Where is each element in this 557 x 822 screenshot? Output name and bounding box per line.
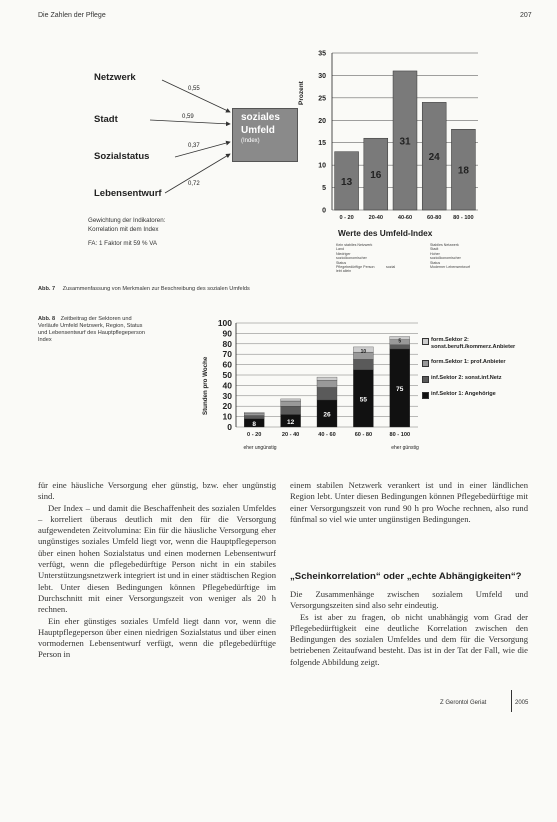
- chart2-ytick-6: 60: [222, 359, 232, 370]
- chart1-data-label-0: 13: [341, 176, 353, 188]
- chart1-legend-right: [430, 243, 470, 269]
- chart2-legend-swatch: [422, 376, 429, 383]
- legend-right-3: Moderner Lebensentwurf: [430, 265, 470, 270]
- chart1-data-label-2: 31: [399, 136, 411, 148]
- chart2-legend-swatch: [422, 338, 429, 345]
- note-line-3: FA: 1 Faktor mit 59 % VA: [88, 240, 158, 247]
- chart2-bar-1-series-1: [281, 406, 301, 414]
- legend-left-1: Land: [336, 247, 344, 252]
- body-left-column: [38, 480, 276, 661]
- network-arrows: [70, 60, 300, 290]
- body-right-column-2: [290, 589, 528, 668]
- running-header: Die Zahlen der Pflege: [38, 12, 106, 19]
- input-stadt: Stadt: [94, 114, 118, 125]
- chart2-ytick-3: 30: [222, 390, 232, 401]
- chart2-ytick-5: 50: [222, 370, 232, 380]
- chart2-bar-1-series-3: [281, 399, 301, 401]
- input-lebensentwurf: Lebensentwurf: [94, 188, 162, 199]
- arrow-lebensentwurf: [165, 154, 230, 193]
- chart1-category-2: 40-60: [397, 215, 413, 221]
- chart1-data-label-3: 24: [428, 152, 440, 164]
- chart2-bar-0-series-3: [244, 412, 264, 413]
- weight-netzwerk: 0,55: [188, 86, 200, 92]
- chart2-legend-item: [422, 337, 540, 351]
- chart1-category-1: 20-40: [368, 215, 383, 221]
- chart2-ytick-1: 10: [222, 411, 232, 422]
- legend-right-0: Stabiles Netzwerk: [430, 243, 459, 247]
- chart2-ylabel: Stunden pro Woche: [202, 356, 209, 415]
- chart2-legend: [422, 337, 540, 407]
- chart2-bar-4-series-1: [390, 345, 410, 349]
- paragraph-left-1: für eine häusliche Versorgung eher günstig, bzw. eher ungünstig sind.: [38, 480, 276, 502]
- input-netzwerk: Netzwerk: [94, 72, 136, 83]
- chart1-category-0: 0 - 20: [339, 215, 354, 221]
- chart1-ytick-1: 5: [322, 185, 326, 193]
- chart1-ytick-2: 10: [318, 162, 326, 170]
- chart2-data-label-4: 75: [396, 386, 404, 393]
- chart1-ytick-0: 0: [322, 207, 326, 215]
- note-line-2: Korrelation mit dem Index: [88, 226, 159, 233]
- chart2-ytick-10: 100: [217, 318, 232, 328]
- weight-lebensentwurf: 0,72: [188, 181, 200, 187]
- chart2-bar-2-series-3: [317, 377, 337, 380]
- chart-stunden-svg: [200, 315, 420, 475]
- chart2-x-extreme-left: eher ungünstig: [243, 445, 277, 451]
- chart-stunden-pro-woche: [200, 315, 540, 475]
- chart2-bar-0-series-2: [244, 413, 264, 415]
- chart2-legend-swatch: [422, 392, 429, 399]
- figure7-caption-text: Zusammenfassung von Merkmalen zur Beschreibung des sozialen Umfelds: [62, 286, 250, 292]
- chart1-ytick-3: 15: [318, 140, 326, 148]
- figure8-caption-text: Zeitbeitrag der Sektoren und Verläufe Umfeld Netzwerk, Region, Status und Lebensentwurf des Hauptpflegeperson Index: [38, 316, 145, 343]
- chart1-ytick-6: 30: [318, 72, 326, 80]
- chart2-x-extreme-right: eher günstig: [391, 445, 419, 451]
- paragraph-left-2: Der Index – und damit die Beschaffenheit des sozialen Umfeldes – korreliert überaus deutlich mit den für die Versorgung aufgewendeten Zeitvolumina: Ein für die häusliche Versorgung eher ungünstiges soziales Umfeld liegt vor, wenn die Hauptpflegeperson über einen hohen Sozialstatus und einen modernen Lebensentwurf verfügt, wenn die pflegebedürftige Person nicht in ein stabiles Unterstützungsnetzwerk integriert ist und in einer städtischen Region lebt. Unter diesen Bedingungen können Pflegebedürftige im Durchschnitt mit einer Versorgungszeit von weniger als 20 h rechnen.: [38, 502, 276, 615]
- chart1-xlabel: Werte des Umfeld-Index: [338, 228, 433, 238]
- chart2-category-0: 0 - 20: [247, 432, 262, 438]
- figure7-network-diagram: [70, 60, 300, 290]
- figure8-caption-label: Abb. 8: [38, 316, 56, 322]
- chart1-ylabel: Prozent: [298, 81, 305, 105]
- chart2-ytick-0: 0: [227, 422, 232, 432]
- weight-sozialstatus: 0,37: [188, 143, 200, 149]
- chart2-legend-item: [422, 391, 540, 399]
- chart1-ytick-7: 35: [318, 50, 326, 58]
- chart2-category-2: 40 - 60: [318, 432, 336, 438]
- chart1-data-label-1: 16: [370, 170, 382, 182]
- legend-left-3: Pflegebedürftige Person lebt allein: [336, 265, 375, 274]
- chart1-category-3: 60-80: [427, 215, 442, 221]
- chart2-legend-label: inf.Sektor 1: Angehörige: [431, 391, 496, 397]
- paragraph-right-1: einem stabilen Netzwerk verankert ist und in einer ländlichen Region lebt. Unter diesen Bedingungen können Pflegebedürftige mit einer Versorgungszeit von rund 90 h pro Woche rechnen, also rund fünfmal so viel wie unter ungünstigen Bedingungen.: [290, 480, 528, 524]
- chart2-legend-label: form.Sektor 2: sonst.beruft./kommerz.Anbieter: [431, 337, 516, 350]
- chart2-ytick-2: 20: [222, 401, 232, 412]
- chart2-ytick-9: 90: [222, 328, 232, 339]
- chart2-category-1: 20 - 40: [281, 432, 300, 438]
- footer-divider: [511, 690, 512, 712]
- legend-right-2: Hoher sozioökonomischer Status: [430, 251, 461, 265]
- paragraph-left-3: Ein eher günstiges soziales Umfeld liegt dann vor, wenn die Hauptpflegeperson über einen niedrigen Sozialstatus und über einen vormodernen Lebensentwurf verfügt, wenn die pflegebedürftige Person in: [38, 615, 276, 660]
- figure7-note: [88, 216, 165, 248]
- body-right-column: [290, 480, 528, 525]
- legend-left-2: Niedriger sozioökonomischer Status: [336, 251, 367, 265]
- chart1-ytick-4: 20: [318, 117, 326, 125]
- figure7-caption-label: Abb. 7: [38, 286, 56, 292]
- arrow-netzwerk: [162, 80, 230, 112]
- chart2-category-4: 80 - 100: [389, 432, 411, 438]
- legend-left-0: Kein stabiles Netzwerk: [336, 243, 373, 247]
- chart2-top-label-4: 5: [398, 338, 402, 345]
- target-line-3: (Index): [241, 138, 260, 144]
- chart-umfeld-index: [298, 45, 498, 245]
- weight-stadt: 0,59: [182, 114, 194, 120]
- figure7-caption: [38, 286, 250, 293]
- footer-page: 2005: [515, 700, 529, 706]
- note-line-1: Gewichtung der Indikatoren:: [88, 217, 166, 224]
- chart2-data-label-3: 55: [359, 396, 368, 404]
- paragraph-right-3: Es ist aber zu fragen, ob nicht unabhängig vom Grad der Pflegebedürftigkeit eine deutliche Korrelation zwischen den Bedingungen des sozialen Umfeldes und dem für die Versorgung betriebenen Zeitaufwand besteht. Das ist in der Tat der Fall, wie die folgende Abbildung zeigt.: [290, 611, 528, 667]
- chart1-legend-left: [336, 243, 376, 274]
- chart1-ytick-5: 25: [318, 95, 326, 103]
- page-number: 207: [520, 12, 532, 19]
- chart2-ytick-7: 70: [222, 349, 232, 360]
- chart1-data-label-4: 18: [457, 165, 469, 177]
- chart2-ytick-4: 40: [222, 380, 232, 391]
- chart2-category-3: 60 - 80: [354, 432, 373, 438]
- chart2-legend-label: inf.Sektor 2: sonst.inf.Netz: [431, 375, 502, 381]
- chart2-legend-item: [422, 359, 540, 367]
- arrow-stadt: [150, 120, 230, 124]
- target-line-1: soziales: [241, 112, 280, 123]
- arrow-sozialstatus: [175, 142, 230, 157]
- chart2-data-label-1: 12: [286, 418, 295, 426]
- chart-umfeld-index-svg: [298, 45, 498, 230]
- paragraph-right-2: Die Zusammenhänge zwischen sozialem Umfeld und Versorgungszeiten sind also sehr eindeutig.: [290, 589, 528, 611]
- chart2-data-label-0: 8: [252, 420, 257, 428]
- chart2-top-label-3: 10: [360, 348, 367, 355]
- target-box-soziales-umfeld: [232, 108, 298, 162]
- chart2-legend-label: form.Sektor 1: prof.Anbieter: [431, 359, 506, 365]
- legend-right-1: Stadt: [430, 247, 439, 252]
- chart1-category-4: 80 - 100: [453, 215, 474, 221]
- chart2-legend-swatch: [422, 360, 429, 367]
- chart2-bar-2-series-2: [317, 380, 337, 387]
- chart2-ytick-8: 80: [222, 338, 232, 349]
- footer-journal: Z Gerontol Geriat: [440, 700, 487, 706]
- figure8-caption: [38, 316, 146, 344]
- input-sozialstatus: Sozialstatus: [94, 151, 150, 162]
- chart2-bar-0-series-1: [244, 416, 264, 419]
- chart2-bar-2-series-1: [317, 387, 337, 399]
- chart1-legend-mid: sozial: [386, 265, 396, 269]
- chart2-bar-1-series-2: [281, 401, 301, 406]
- chart2-data-label-2: 26: [323, 411, 331, 419]
- chart2-legend-item: [422, 375, 540, 383]
- section-heading: „Scheinkorrelation“ oder „echte Abhängigkeiten“?: [290, 571, 522, 582]
- target-line-2: Umfeld: [241, 125, 275, 136]
- chart2-bar-3-series-1: [353, 359, 373, 369]
